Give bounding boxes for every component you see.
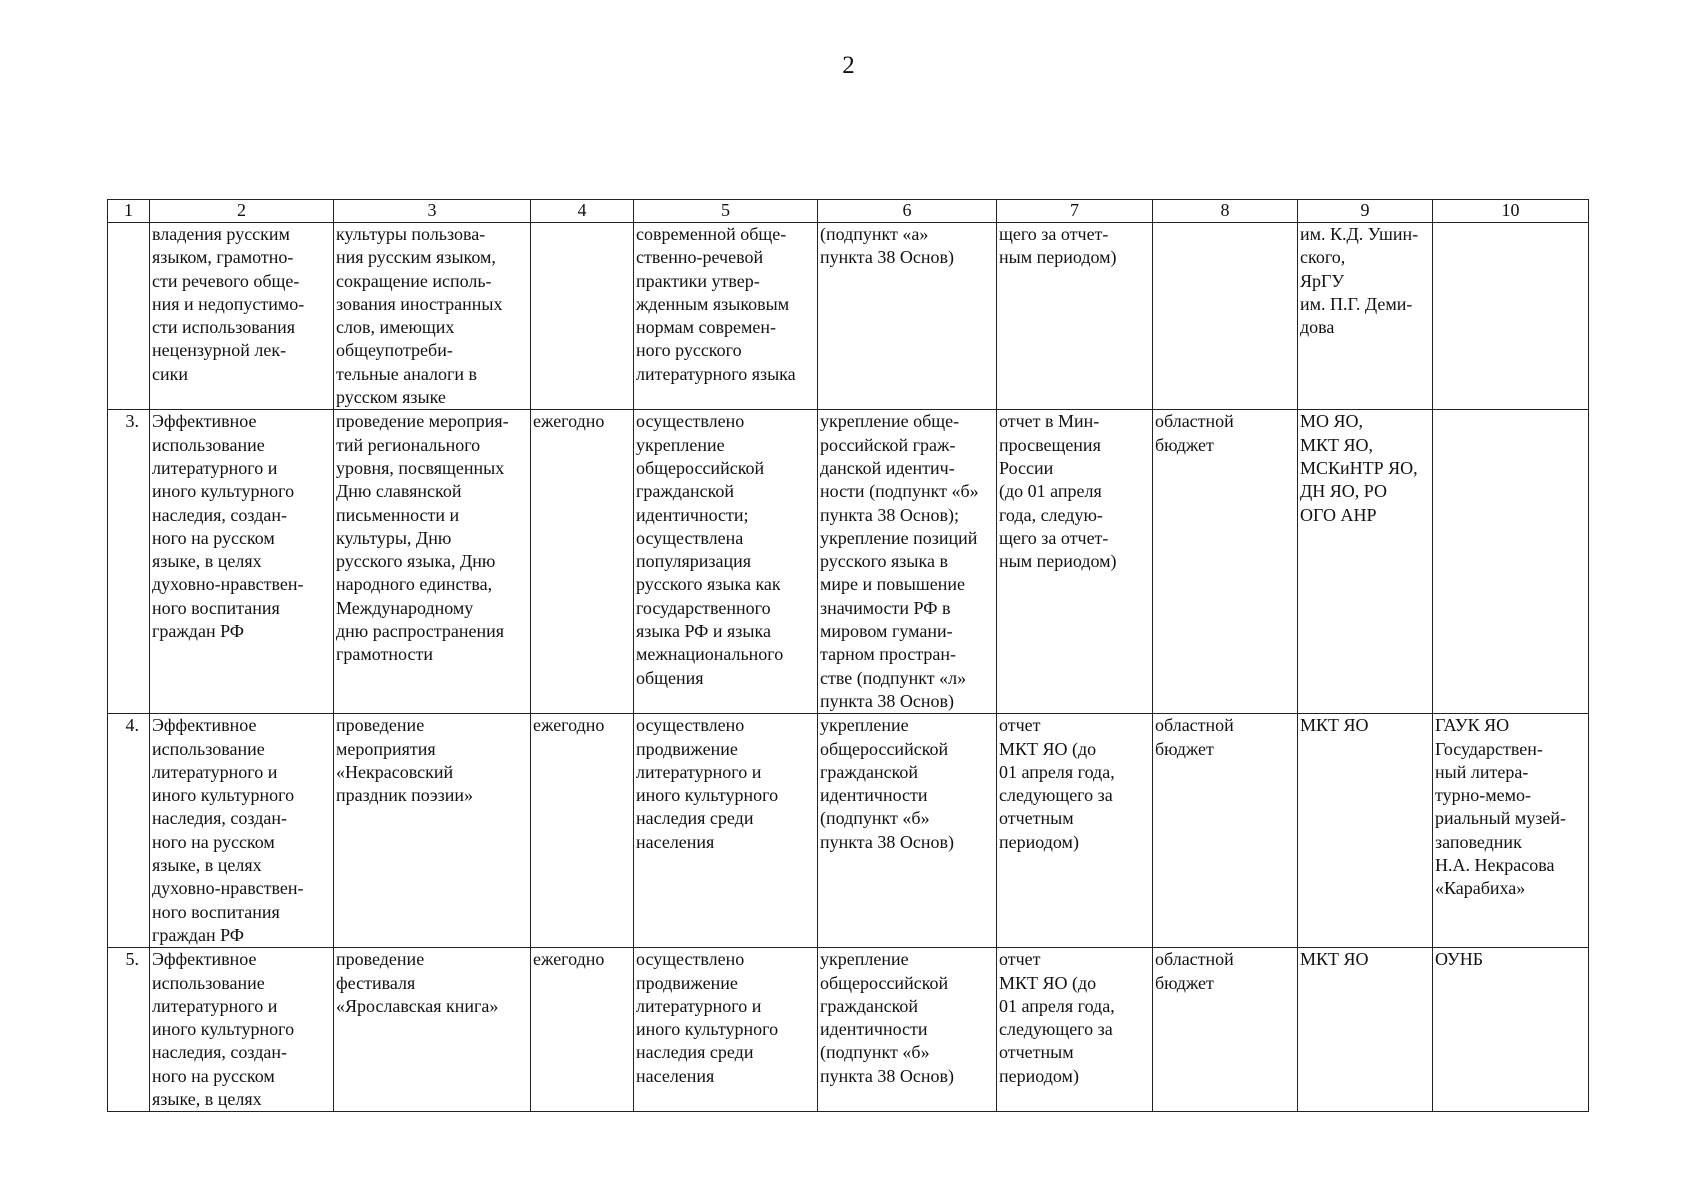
cell-direction: владения русским языком, грамотно- сти речевого обще- ния и недопустимо- сти использования нецензурной лек- сики (150, 223, 334, 410)
table-row (108, 714, 1589, 948)
cell-activity: культуры пользова- ния русским языком, сокращение исполь- зования иностранных слов, имеющих общеупотреби- тельные аналоги в русском языке (334, 223, 531, 410)
cell-funding: областной бюджет (1153, 410, 1298, 714)
cell-activity: проведение мероприятия «Некрасовский праздник поэзии» (334, 714, 531, 948)
cell-goal: укрепление общероссийской гражданской идентичности (подпункт «б» пункта 38 Основ) (818, 714, 997, 948)
column-number: 6 (818, 200, 997, 223)
cell-period: ежегодно (531, 410, 634, 714)
cell-goal: (подпункт «а» пункта 38 Основ) (818, 223, 997, 410)
cell-executor: МКТ ЯО (1298, 948, 1433, 1112)
cell-direction: Эффективное использование литературного и иного культурного наследия, создан- ного на русском языке, в целях (150, 948, 334, 1112)
cell-report: отчет в Мин- просвещения России (до 01 апреля года, следую- щего за отчет- ным периодом) (997, 410, 1153, 714)
table-row (108, 223, 1589, 410)
cell-executor: МО ЯО, МКТ ЯО, МСКиНТР ЯО, ДН ЯО, РО ОГО АНР (1298, 410, 1433, 714)
row-number: 5. (108, 948, 150, 1112)
cell-direction: Эффективное использование литературного и иного культурного наследия, создан- ного на русском языке, в целях духовно-нравствен- ного воспитания граждан РФ (150, 410, 334, 714)
column-number: 8 (1153, 200, 1298, 223)
row-number: 3. (108, 410, 150, 714)
row-number: 4. (108, 714, 150, 948)
column-number-row (108, 200, 1589, 223)
cell-result: осуществлено продвижение литературного и иного культурного наследия среди населения (634, 714, 818, 948)
column-number: 10 (1433, 200, 1589, 223)
column-number: 3 (334, 200, 531, 223)
cell-report: отчет МКТ ЯО (до 01 апреля года, следующего за отчетным периодом) (997, 948, 1153, 1112)
cell-coexecutor: ГАУК ЯО Государствен- ный литера- турно-мемо- риальный музей- заповедник Н.А. Некрасова «Карабиха» (1433, 714, 1589, 948)
cell-coexecutor (1433, 223, 1589, 410)
cell-result: осуществлено укрепление общероссийской гражданской идентичности; осуществлена популяризация русского языка как государственного языка РФ и языка межнационального общения (634, 410, 818, 714)
column-number: 5 (634, 200, 818, 223)
cell-goal: укрепление общероссийской гражданской идентичности (подпункт «б» пункта 38 Основ) (818, 948, 997, 1112)
cell-coexecutor (1433, 410, 1589, 714)
cell-period (531, 223, 634, 410)
cell-report: отчет МКТ ЯО (до 01 апреля года, следующего за отчетным периодом) (997, 714, 1153, 948)
column-number: 7 (997, 200, 1153, 223)
column-number: 9 (1298, 200, 1433, 223)
cell-activity: проведение фестиваля «Ярославская книга» (334, 948, 531, 1112)
page-number: 2 (842, 52, 855, 79)
cell-period: ежегодно (531, 948, 634, 1112)
column-number: 1 (108, 200, 150, 223)
cell-activity: проведение мероприя- тий регионального уровня, посвященных Дню славянской письменности и культуры, Дню русского языка, Дню народного единства, Международному дню распространения грамотности (334, 410, 531, 714)
row-number (108, 223, 150, 410)
column-number: 2 (150, 200, 334, 223)
cell-funding (1153, 223, 1298, 410)
cell-result: современной обще- ственно-речевой практики утвер- жденным языковым нормам современ- ного русского литературного языка (634, 223, 818, 410)
cell-result: осуществлено продвижение литературного и иного культурного наследия среди населения (634, 948, 818, 1112)
cell-coexecutor: ОУНБ (1433, 948, 1589, 1112)
cell-goal: укрепление обще- российской граж- данской идентич- ности (подпункт «б» пункта 38 Основ); укрепление позиций русского языка в мире и повышение значимости РФ в мировом гумани- тарном простран- стве (подпункт «л» пункта 38 Основ) (818, 410, 997, 714)
table-row (108, 410, 1589, 714)
table-row (108, 948, 1589, 1112)
events-table (107, 199, 1589, 1112)
cell-executor: им. К.Д. Ушин- ского, ЯрГУ им. П.Г. Деми- дова (1298, 223, 1433, 410)
cell-executor: МКТ ЯО (1298, 714, 1433, 948)
cell-funding: областной бюджет (1153, 948, 1298, 1112)
cell-period: ежегодно (531, 714, 634, 948)
cell-funding: областной бюджет (1153, 714, 1298, 948)
cell-report: щего за отчет- ным периодом) (997, 223, 1153, 410)
cell-direction: Эффективное использование литературного и иного культурного наследия, создан- ного на русском языке, в целях духовно-нравствен- ного воспитания граждан РФ (150, 714, 334, 948)
column-number: 4 (531, 200, 634, 223)
